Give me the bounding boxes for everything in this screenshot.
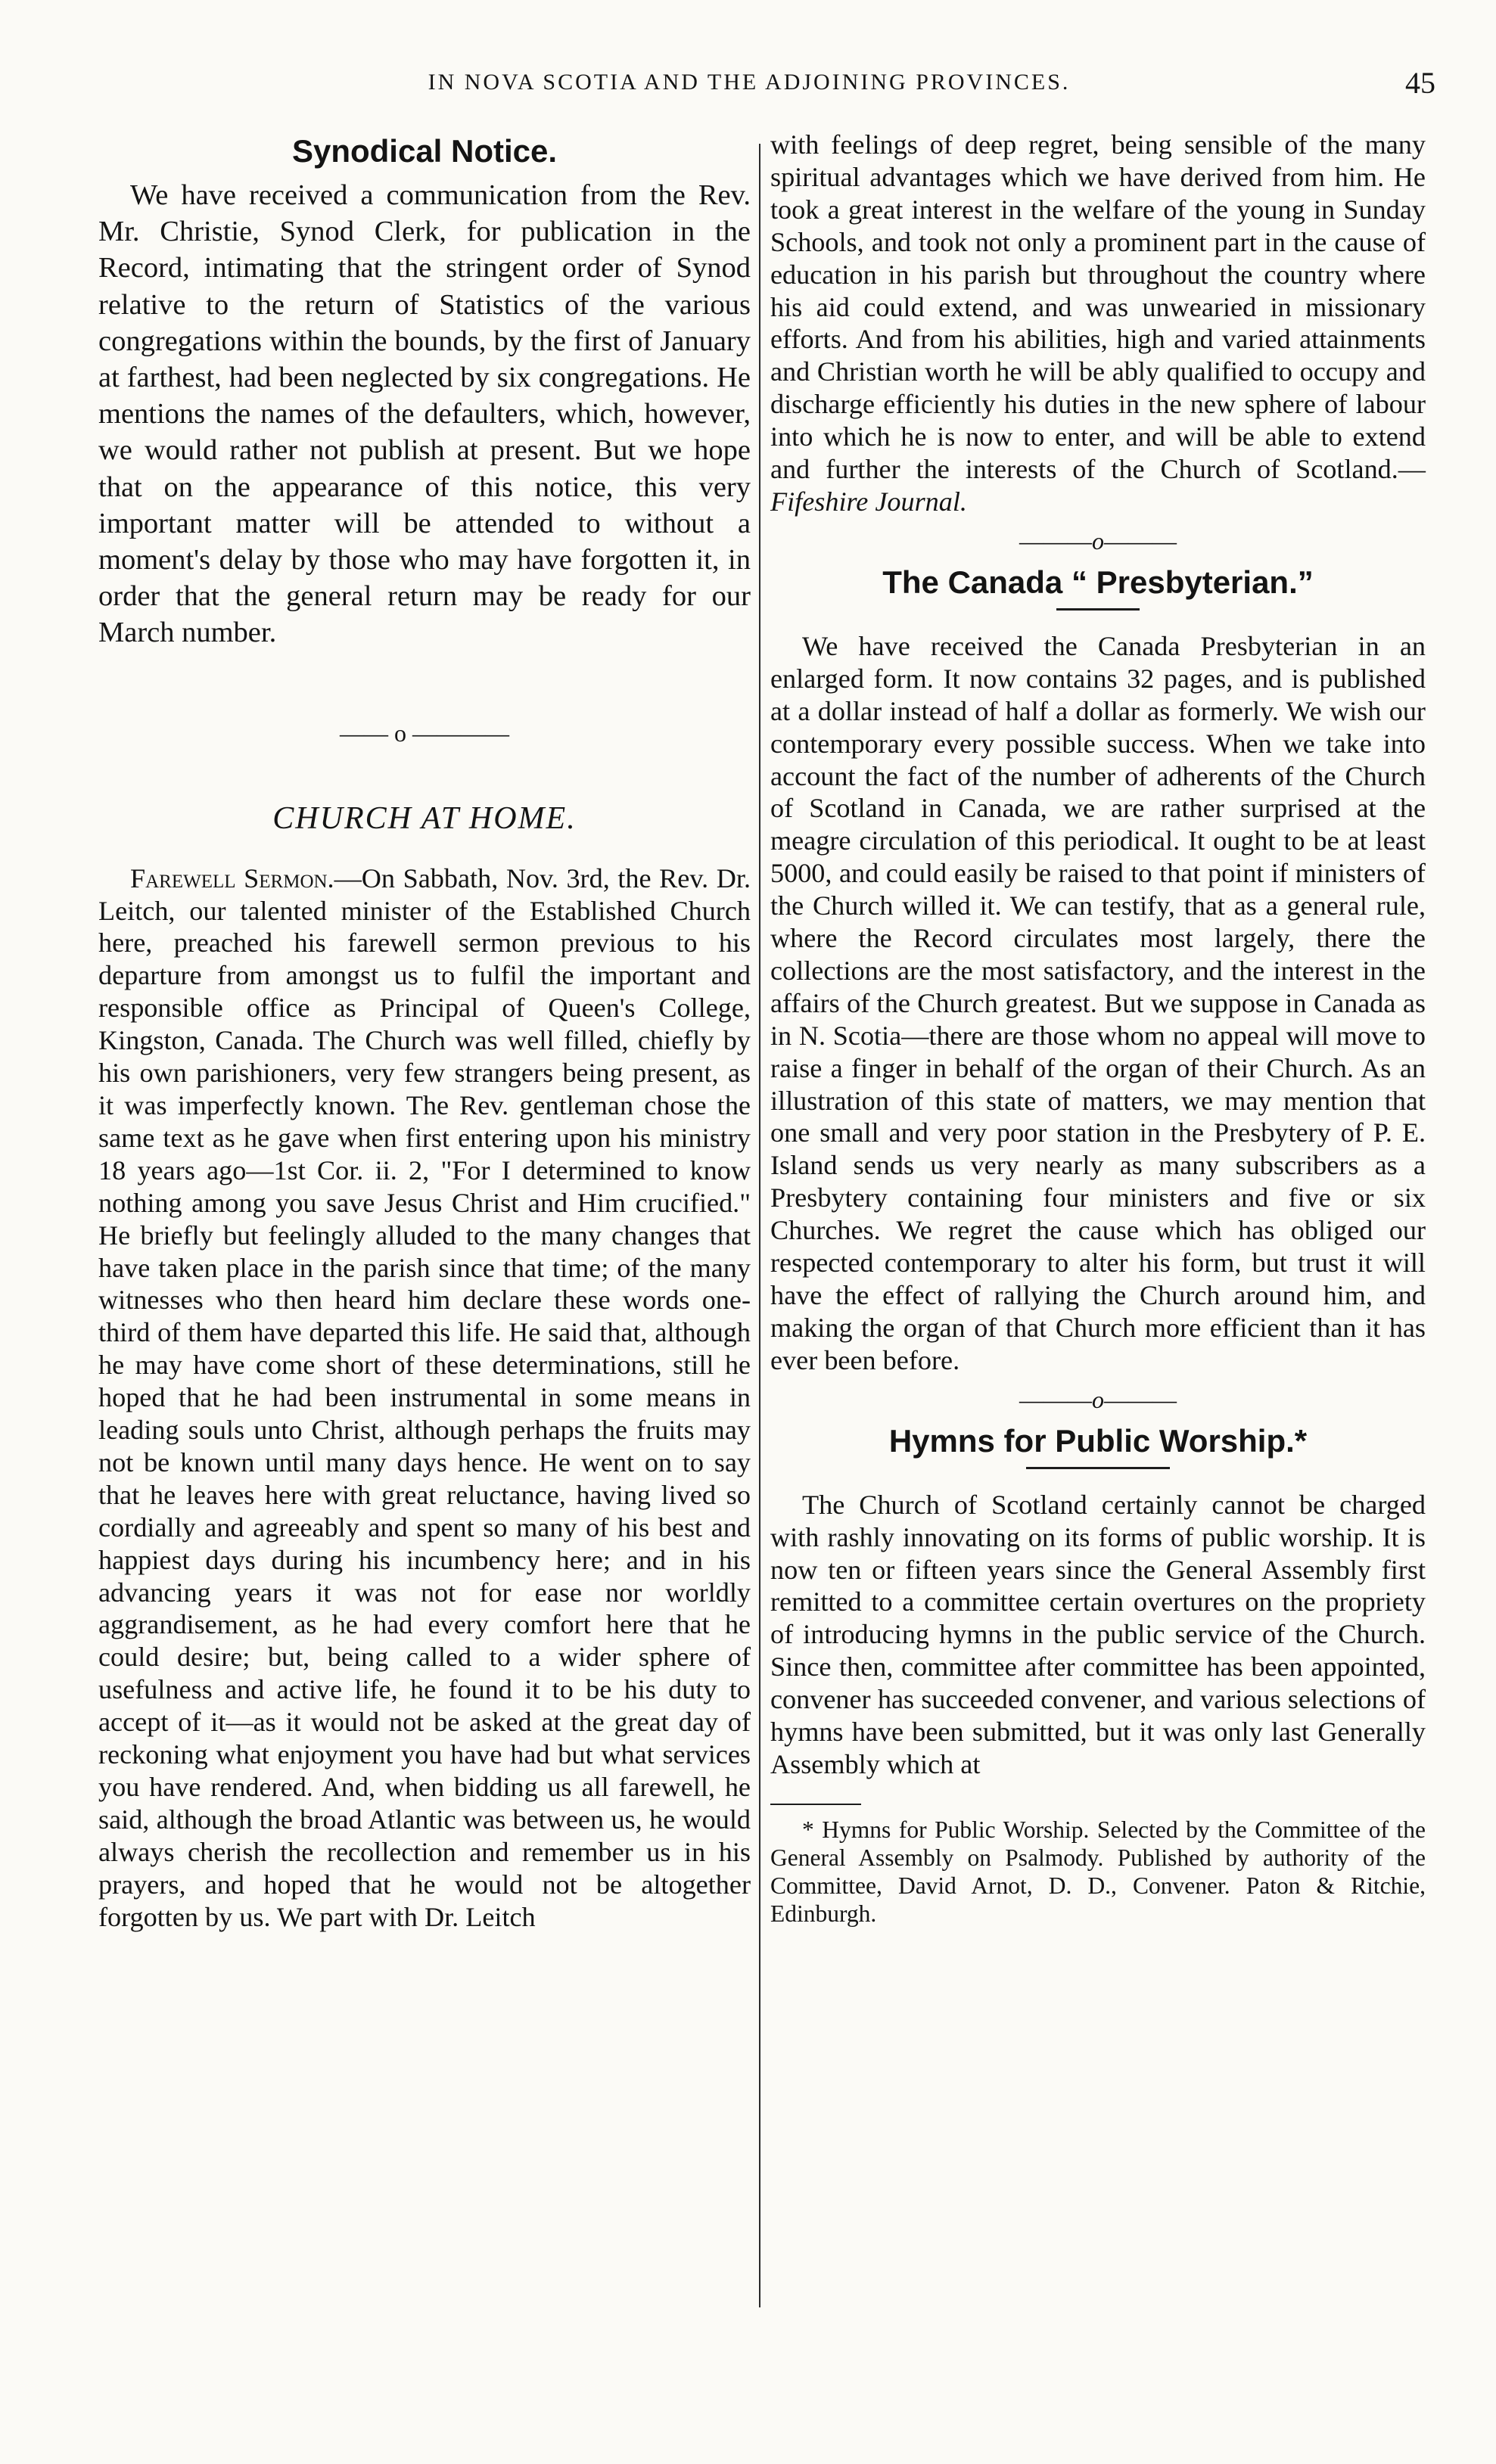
running-title: IN NOVA SCOTIA AND THE ADJOINING PROVINCES. (428, 70, 1071, 95)
section-separator: ———o——— (1019, 1385, 1177, 1413)
page-number: 45 (1405, 66, 1435, 100)
heading-rule (1056, 608, 1140, 611)
separator-mark: o (1092, 1385, 1104, 1413)
section-separator: —— o ———— (340, 719, 509, 747)
page-header (0, 66, 1496, 115)
synodical-notice-heading: Synodical Notice. (291, 133, 558, 169)
separator-mark: o (394, 719, 406, 747)
farewell-sermon-body: —On Sabbath, Nov. 3rd, the Rev. Dr. Leitch, our talented minister of the Established Church here, preached his farewell sermon previous to his departure from amongst us to fulfil the important and responsible office as Principal of Queen's College, Kingston, Canada. The Church was well filled, chiefly by his own parishioners, very few strangers being present, as it was imperfectly known. The Rev. gentleman chose the same text as he gave when first entering upon his ministry 18 years ago—1st Cor. ii. 2, "For I determined to know nothing among you save Jesus Christ and Him crucified." He briefly but feelingly alluded to the many changes that have taken place in the parish since that time; of the many witnesses who then heard him declare these words one-third of them have departed this life. He said that, although he may have come short of these determinations, still he hoped that he had been instrumental in some means in leading souls unto Christ, although perhaps the fruits may not be known until many days hence. He went on to say that he leaves here with great reluctance, having lived so cordially and agreeably and spent so many of his best and happiest days during his incumbency here; and in his advancing years it was not for ease nor worldly aggrandisement, as he had every comfort here that he could desire; but, being called to a wider sphere of usefulness and active life, he found it to be his duty to accept of it—as it would not be asked at the great day of reckoning what enjoyment you have had but what services you have rendered. And, when bidding us all farewell, he said, although the broad Atlantic was between us, he would always cherish the recollection and remember us in his prayers, and hoped that he would not be altogether forgotten by us. We part with Dr. Leitch (98, 862, 751, 1932)
footnote-rule (770, 1804, 861, 1805)
farewell-sermon-text (98, 862, 751, 1934)
hymns-heading: Hymns for Public Worship.* (888, 1422, 1308, 1459)
farewell-sermon-lead: Farewell Sermon. (130, 862, 334, 893)
canada-presbyterian-heading: The Canada “ Presbyterian.” (882, 564, 1314, 600)
column-rule (759, 144, 760, 2307)
section-separator: ———o——— (1019, 527, 1177, 555)
separator-mark: o (1092, 527, 1104, 555)
canada-presbyterian-text: We have received the Canada Presbyterian in an enlarged form. It now contains 32 pages, and is published at a dollar instead of half a dollar as formerly. We wish our contemporary every possible success. When we take into account the fact of the number of adherents of the Church of Scotland in Canada, we are rather surprised at the meagre circulation of this periodical. It ought to be at least 5000, and could easily be raised to that point if ministers of the Church willed it. We can testify, that as a general rule, where the Record circulates most largely, there the collections are the most satisfactory, and the interest in the affairs of the Church greatest. But we suppose in Canada as in N. Scotia—there are those whom no appeal will move to raise a finger in behalf of the organ of their Church. As an illustration of this state of matters, we may mention that one small and very poor station in the Presbytery of P. E. Island sends us very nearly as many subscribers as a Presbytery containing four ministers and five or six Churches. We regret the cause which has obliged our respected contemporary to alter his form, but trust it will have the effect of rallying the Church around him, and making the organ of that Church more efficient than it has ever been before. (770, 630, 1426, 1375)
hymns-footnote: * Hymns for Public Worship. Selected by the Committee of the General Assembly on Psalmody. Published by authority of the Committee, David Arnot, D. D., Convener. Paton & Ritchie, Edinburgh. (770, 1816, 1426, 1927)
right-column (770, 129, 1426, 1928)
hymns-text: The Church of Scotland certainly cannot be charged with rashly innovating on its forms of public worship. It is now ten or fifteen years since the General Assembly first remitted to a committee certain overtures on the propriety of introducing hymns in the public service of the Church. Since then, committee after committee has been appointed, convener has succeeded convener, and various selections of hymns have been submitted, but it was only last Generally Assembly which at (770, 1489, 1426, 1779)
synodical-notice-text: We have received a communication from the Rev. Mr. Christie, Synod Clerk, for publication in the Record, intimating that the stringent order of Synod relative to the return of Statistics of the various congregations within the bounds, by the first of January at farthest, had been neglected by six congregations. He mentions the names of the defaulters, which, however, we would rather not publish at present. But we hope that on the appearance of this notice, this very important matter will be attended to without a moment's delay by those who may have forgotten it, in order that the general return may be ready for our March number. (98, 179, 751, 649)
church-at-home-heading: CHURCH AT HOME. (272, 800, 577, 836)
heading-rule (1026, 1467, 1170, 1469)
source-attribution: Fifeshire Journal. (770, 486, 967, 517)
continuation-text: with feelings of deep regret, being sensible of the many spiritual advantages which we have derived from him. He took a great interest in the welfare of the young in Sunday Schools, and took not only a prominent part in the cause of education in his parish but throughout the country where his aid could extend, and was unwearied in missionary efforts. And from his abilities, high and varied attainments and Christian worth he will be ably qualified to occupy and discharge efficiently his duties in the new sphere of labour into which he is now to enter, and will be able to extend and further the interests of the Church of Scotland.— (770, 129, 1426, 485)
left-column (98, 129, 751, 1934)
farewell-sermon-continuation (770, 129, 1426, 518)
